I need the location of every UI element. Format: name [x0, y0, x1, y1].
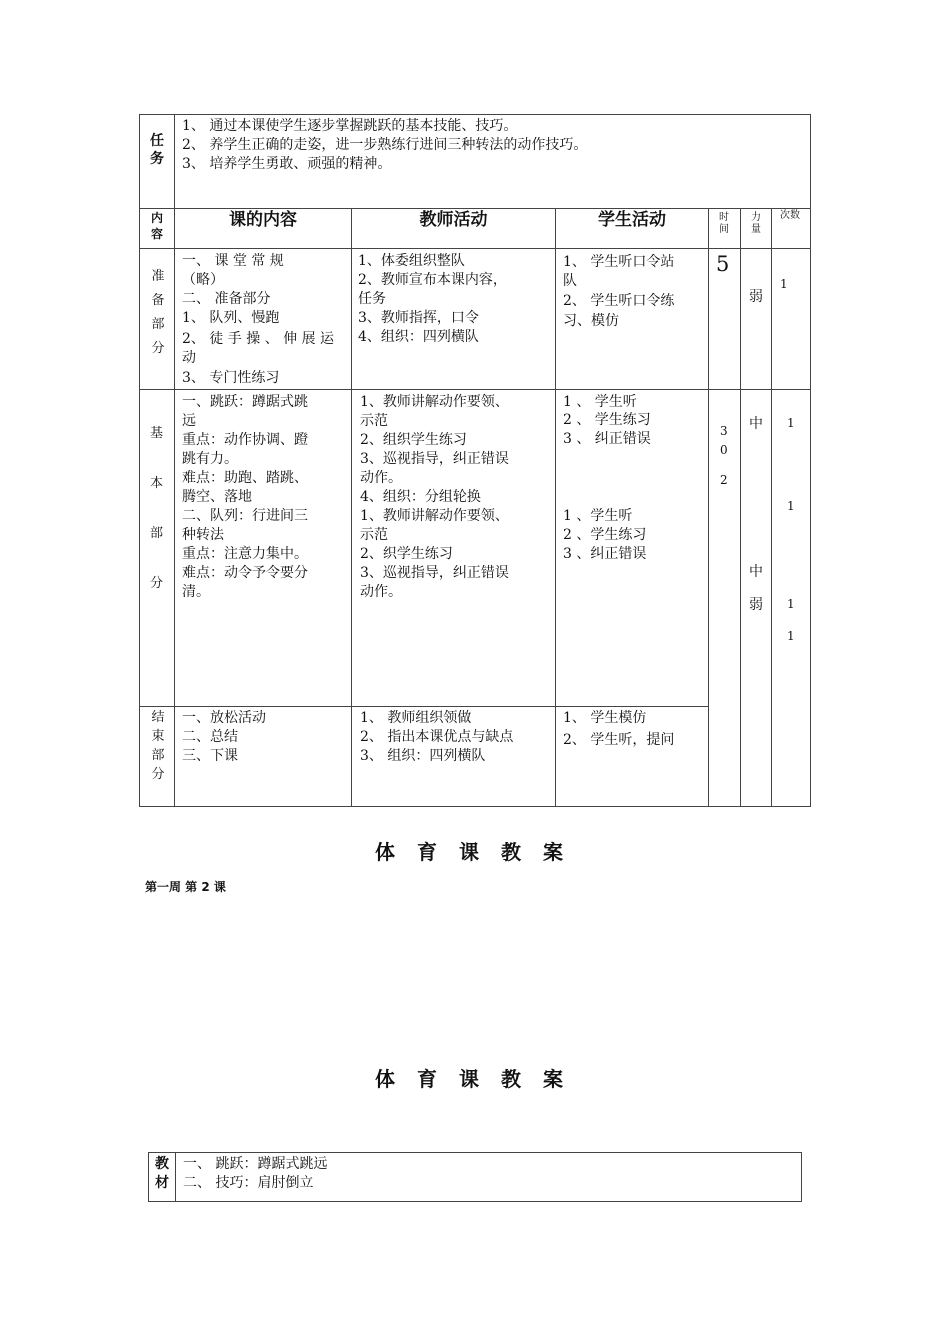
- basic-student-line: 2 、学生练习: [563, 527, 647, 543]
- basic-student-line: 1 、学生听: [563, 508, 633, 524]
- prep-label: 准备部分: [151, 269, 165, 356]
- prep-intensity: 弱: [749, 289, 763, 305]
- basic-count: 1: [787, 597, 795, 611]
- basic-content-line: 重点：动作协调、蹬: [182, 432, 308, 448]
- basic-content-line: 跳有力。: [182, 451, 238, 467]
- prep-teacher-line: 4、组织：四列横队: [358, 329, 479, 345]
- prep-student-line: 2、 学生听口令练: [563, 293, 675, 309]
- basic-teacher-line: 3、巡视指导，纠正错误: [360, 565, 509, 581]
- material-line: 二、 技巧：肩肘倒立: [183, 1175, 314, 1191]
- header-content: 内容: [150, 211, 163, 241]
- basic-label-char: [150, 424, 166, 624]
- basic-teacher-line: 示范: [360, 413, 388, 429]
- basic-content-line: 腾空、落地: [182, 489, 252, 505]
- end-student-line: 1、 学生模仿: [563, 710, 647, 726]
- task-line: 2、 养学生正确的走姿，进一步熟练行进间三种转法的动作技巧。: [182, 137, 588, 153]
- week-line: 第一周 第 2 课: [145, 880, 226, 894]
- basic-teacher-line: 动作。: [360, 584, 402, 600]
- header-time: 时间: [719, 212, 729, 235]
- basic-content-line: 二、队列：行进间三: [182, 508, 308, 524]
- basic-content-line: 一、跳跃：蹲踞式跳: [182, 394, 308, 410]
- basic-teacher-line: 2、织学生练习: [360, 546, 453, 562]
- basic-student-line: 2 、 学生练习: [563, 412, 651, 428]
- basic-teacher-line: 1、教师讲解动作要领、: [360, 508, 509, 524]
- prep-teacher-line: 2、教师宣布本课内容，: [358, 272, 507, 288]
- prep-content-line: （略）: [182, 272, 224, 288]
- basic-label-glyph: 本: [150, 476, 164, 491]
- prep-student-line: 队: [563, 273, 577, 289]
- prep-count: 1: [780, 277, 788, 291]
- basic-teacher-line: 4、组织：分组轮换: [360, 489, 481, 505]
- page-title: 体育课教案: [375, 840, 585, 864]
- prep-teacher-line: 3、教师指挥，口令: [358, 310, 479, 326]
- basic-student-line: 3 、纠正错误: [563, 546, 647, 562]
- basic-teacher-line: 2、组织学生练习: [360, 432, 467, 448]
- prep-content-line: 二、 准备部分: [182, 291, 271, 307]
- prep-student-line: 1、 学生听口令站: [563, 254, 675, 270]
- basic-time-digit: 0: [720, 443, 728, 457]
- basic-student-line: 3 、 纠正错误: [563, 431, 651, 447]
- basic-time-digit: 3: [720, 424, 728, 438]
- basic-content-line: 清。: [182, 584, 210, 600]
- header-student: 学生活动: [598, 210, 666, 230]
- end-content-line: 二、总结: [182, 729, 238, 745]
- basic-count: 1: [787, 499, 795, 513]
- prep-content-line: 3、 专门性练习: [182, 370, 280, 386]
- prep-content-line: 动: [182, 350, 196, 366]
- task-label: 任务: [150, 133, 164, 167]
- basic-content-line: 远: [182, 413, 196, 429]
- material-line: 一、 跳跃：蹲踞式跳远: [183, 1156, 328, 1172]
- task-line: 3、 培养学生勇敢、顽强的精神。: [182, 156, 392, 172]
- header-teacher: 教师活动: [419, 210, 488, 230]
- basic-content-line: 重点：注意力集中。: [182, 546, 308, 562]
- header-lesson: 课的内容: [229, 210, 297, 230]
- prep-content-line: 一、 课 堂 常 规: [182, 253, 284, 269]
- basic-teacher-line: 动作。: [360, 470, 402, 486]
- basic-content-line: 种转法: [182, 527, 224, 543]
- header-intensity: 力量: [751, 212, 761, 235]
- end-content-line: 一、放松活动: [182, 710, 266, 726]
- end-content-line: 三、下课: [182, 748, 238, 764]
- basic-label-glyph: 部: [150, 526, 164, 541]
- basic-intensity: 中: [749, 564, 763, 580]
- prep-teacher-line: 任务: [358, 291, 386, 307]
- task-line: 1、 通过本课使学生逐步掌握跳跃的基本技能、技巧。: [182, 118, 518, 134]
- basic-count: 1: [787, 629, 795, 643]
- basic-teacher-line: 3、巡视指导，纠正错误: [360, 451, 509, 467]
- header-count: 次数: [780, 210, 800, 221]
- basic-intensity: 弱: [749, 597, 763, 613]
- basic-intensity: 中: [749, 416, 763, 432]
- end-student-line: 2、 学生听，提问: [563, 732, 675, 748]
- end-teacher-line: 1、 教师组织领做: [360, 710, 472, 726]
- basic-teacher-line: 1、教师讲解动作要领、: [360, 394, 509, 410]
- prep-teacher-line: 1、体委组织整队: [358, 253, 465, 269]
- prep-time: 5: [716, 252, 730, 276]
- prep-student-line: 习、模仿: [563, 313, 619, 329]
- basic-content-line: 难点：助跑、踏跳、: [182, 470, 308, 486]
- basic-time-digit: 2: [720, 473, 728, 487]
- prep-content-line: 2、 徒 手 操 、 伸 展 运: [182, 331, 335, 347]
- basic-content-line: 难点：动令予令要分: [182, 565, 308, 581]
- end-teacher-line: 2、 指出本课优点与缺点: [360, 729, 514, 745]
- basic-teacher-line: 示范: [360, 527, 388, 543]
- end-label: 结束部分: [151, 710, 165, 782]
- material-label: 教材: [155, 1156, 169, 1191]
- basic-count: 1: [787, 416, 795, 430]
- basic-student-line: 1 、 学生听: [563, 394, 637, 410]
- basic-label-glyph: 分: [150, 576, 164, 591]
- basic-label-glyph: 基: [150, 426, 164, 441]
- page-title: 体育课教案: [375, 1067, 585, 1091]
- end-teacher-line: 3、 组织：四列横队: [360, 748, 486, 764]
- prep-content-line: 1、 队列、慢跑: [182, 310, 280, 326]
